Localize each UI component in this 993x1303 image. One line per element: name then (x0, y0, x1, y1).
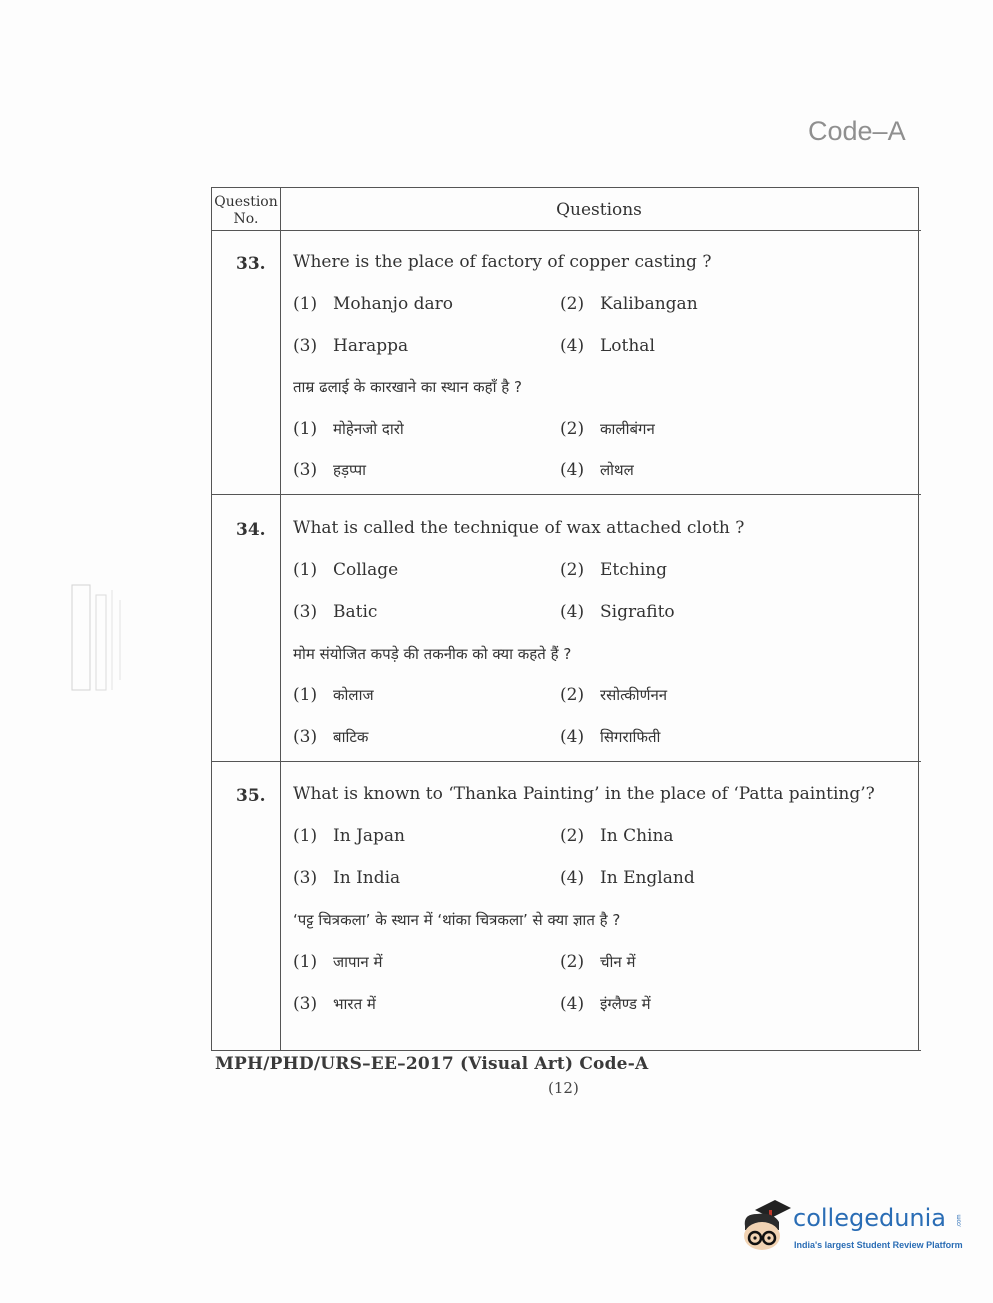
option-text: Lothal (600, 336, 655, 356)
option-text: Sigrafito (600, 602, 675, 622)
option-text: Batic (333, 602, 378, 622)
code-label: Code–A (808, 116, 906, 146)
option-3-en: (3) Batic (293, 602, 378, 622)
option-text: जापान में (333, 953, 383, 971)
collegedunia-logo[interactable] (735, 1196, 965, 1258)
option-text: इंग्लैण्ड में (600, 995, 651, 1013)
option-text: भारत में (333, 995, 376, 1013)
question-text-hi: मोम संयोजित कपड़े की तकनीक को क्या कहते हैं ? (293, 645, 572, 663)
option-3-en: (3) In India (293, 868, 401, 888)
option-4-en: (4) Sigrafito (560, 602, 675, 622)
question-number: 34. (236, 520, 266, 540)
option-1-hi: (1) जापान में (293, 952, 383, 972)
questions-table (211, 187, 919, 1051)
option-4-en: (4) In England (560, 868, 695, 888)
option-1-en: (1) In Japan (293, 826, 405, 846)
option-2-hi: (2) चीन में (560, 952, 636, 972)
question-text-en: What is known to ‘Thanka Painting’ in the place of ‘Patta painting’? (293, 784, 875, 804)
option-text: Kalibangan (600, 294, 698, 314)
option-2-en: (2) Etching (560, 560, 667, 580)
option-2-hi: (2) कालीबंगन (560, 419, 655, 439)
logo-suffix: .com (956, 1214, 963, 1228)
option-text: Etching (600, 560, 667, 580)
page-number: (12) (548, 1079, 579, 1097)
option-text: Mohanjo daro (333, 294, 453, 314)
logo-tagline: India's largest Student Review Platform (794, 1240, 963, 1250)
option-text: हड़प्पा (333, 461, 367, 479)
question-text-en: Where is the place of factory of copper casting ? (293, 252, 712, 272)
option-3-hi: (3) भारत में (293, 994, 376, 1014)
option-text: कोलाज (333, 686, 374, 704)
option-text: बाटिक (333, 728, 369, 746)
option-text: चीन में (600, 953, 636, 971)
header-questions: Questions (556, 200, 642, 220)
option-1-en: (1) Mohanjo daro (293, 294, 453, 314)
option-text: Collage (333, 560, 399, 580)
option-text: रसोत्कीर्णनन (600, 686, 668, 704)
option-4-hi: (4) इंग्लैण्ड में (560, 994, 651, 1014)
option-text: In England (600, 868, 695, 888)
option-2-en: (2) Kalibangan (560, 294, 698, 314)
exam-code-footer: MPH/PHD/URS–EE–2017 (Visual Art) Code-A (215, 1054, 649, 1074)
question-text-hi: ताम्र ढलाई के कारखाने का स्थान कहाँ है ? (293, 378, 522, 396)
option-4-hi: (4) सिगराफिती (560, 727, 661, 747)
option-text: सिगराफिती (600, 728, 661, 746)
option-2-en: (2) In China (560, 826, 674, 846)
question-number: 33. (236, 254, 266, 274)
option-1-hi: (1) कोलाज (293, 685, 374, 705)
option-3-en: (3) Harappa (293, 336, 409, 356)
option-text: In Japan (333, 826, 405, 846)
option-4-hi: (4) लोथल (560, 460, 634, 480)
question-text-hi: ‘पट्ट चित्रकला’ के स्थान में ‘थांका चित्रकला’ से क्या ज्ञात है ? (293, 911, 621, 929)
option-1-hi: (1) मोहेनजो दारो (293, 419, 404, 439)
option-1-en: (1) Collage (293, 560, 399, 580)
option-text: कालीबंगन (600, 420, 655, 438)
option-4-en: (4) Lothal (560, 336, 655, 356)
side-stamp-mark (62, 580, 142, 700)
option-3-hi: (3) बाटिक (293, 727, 369, 747)
option-2-hi: (2) रसोत्कीर्णनन (560, 685, 668, 705)
header-question-no: Question No. (214, 194, 278, 227)
question-text-en: What is called the technique of wax attached cloth ? (293, 518, 745, 538)
option-text: लोथल (600, 461, 634, 479)
option-3-hi: (3) हड़प्पा (293, 460, 367, 480)
option-text: मोहेनजो दारो (333, 420, 404, 438)
logo-wordmark: collegedunia (793, 1204, 947, 1232)
question-number: 35. (236, 786, 266, 806)
option-text: In China (600, 826, 674, 846)
mascot-icon (735, 1196, 793, 1258)
option-text: Harappa (333, 336, 409, 356)
option-text: In India (333, 868, 401, 888)
